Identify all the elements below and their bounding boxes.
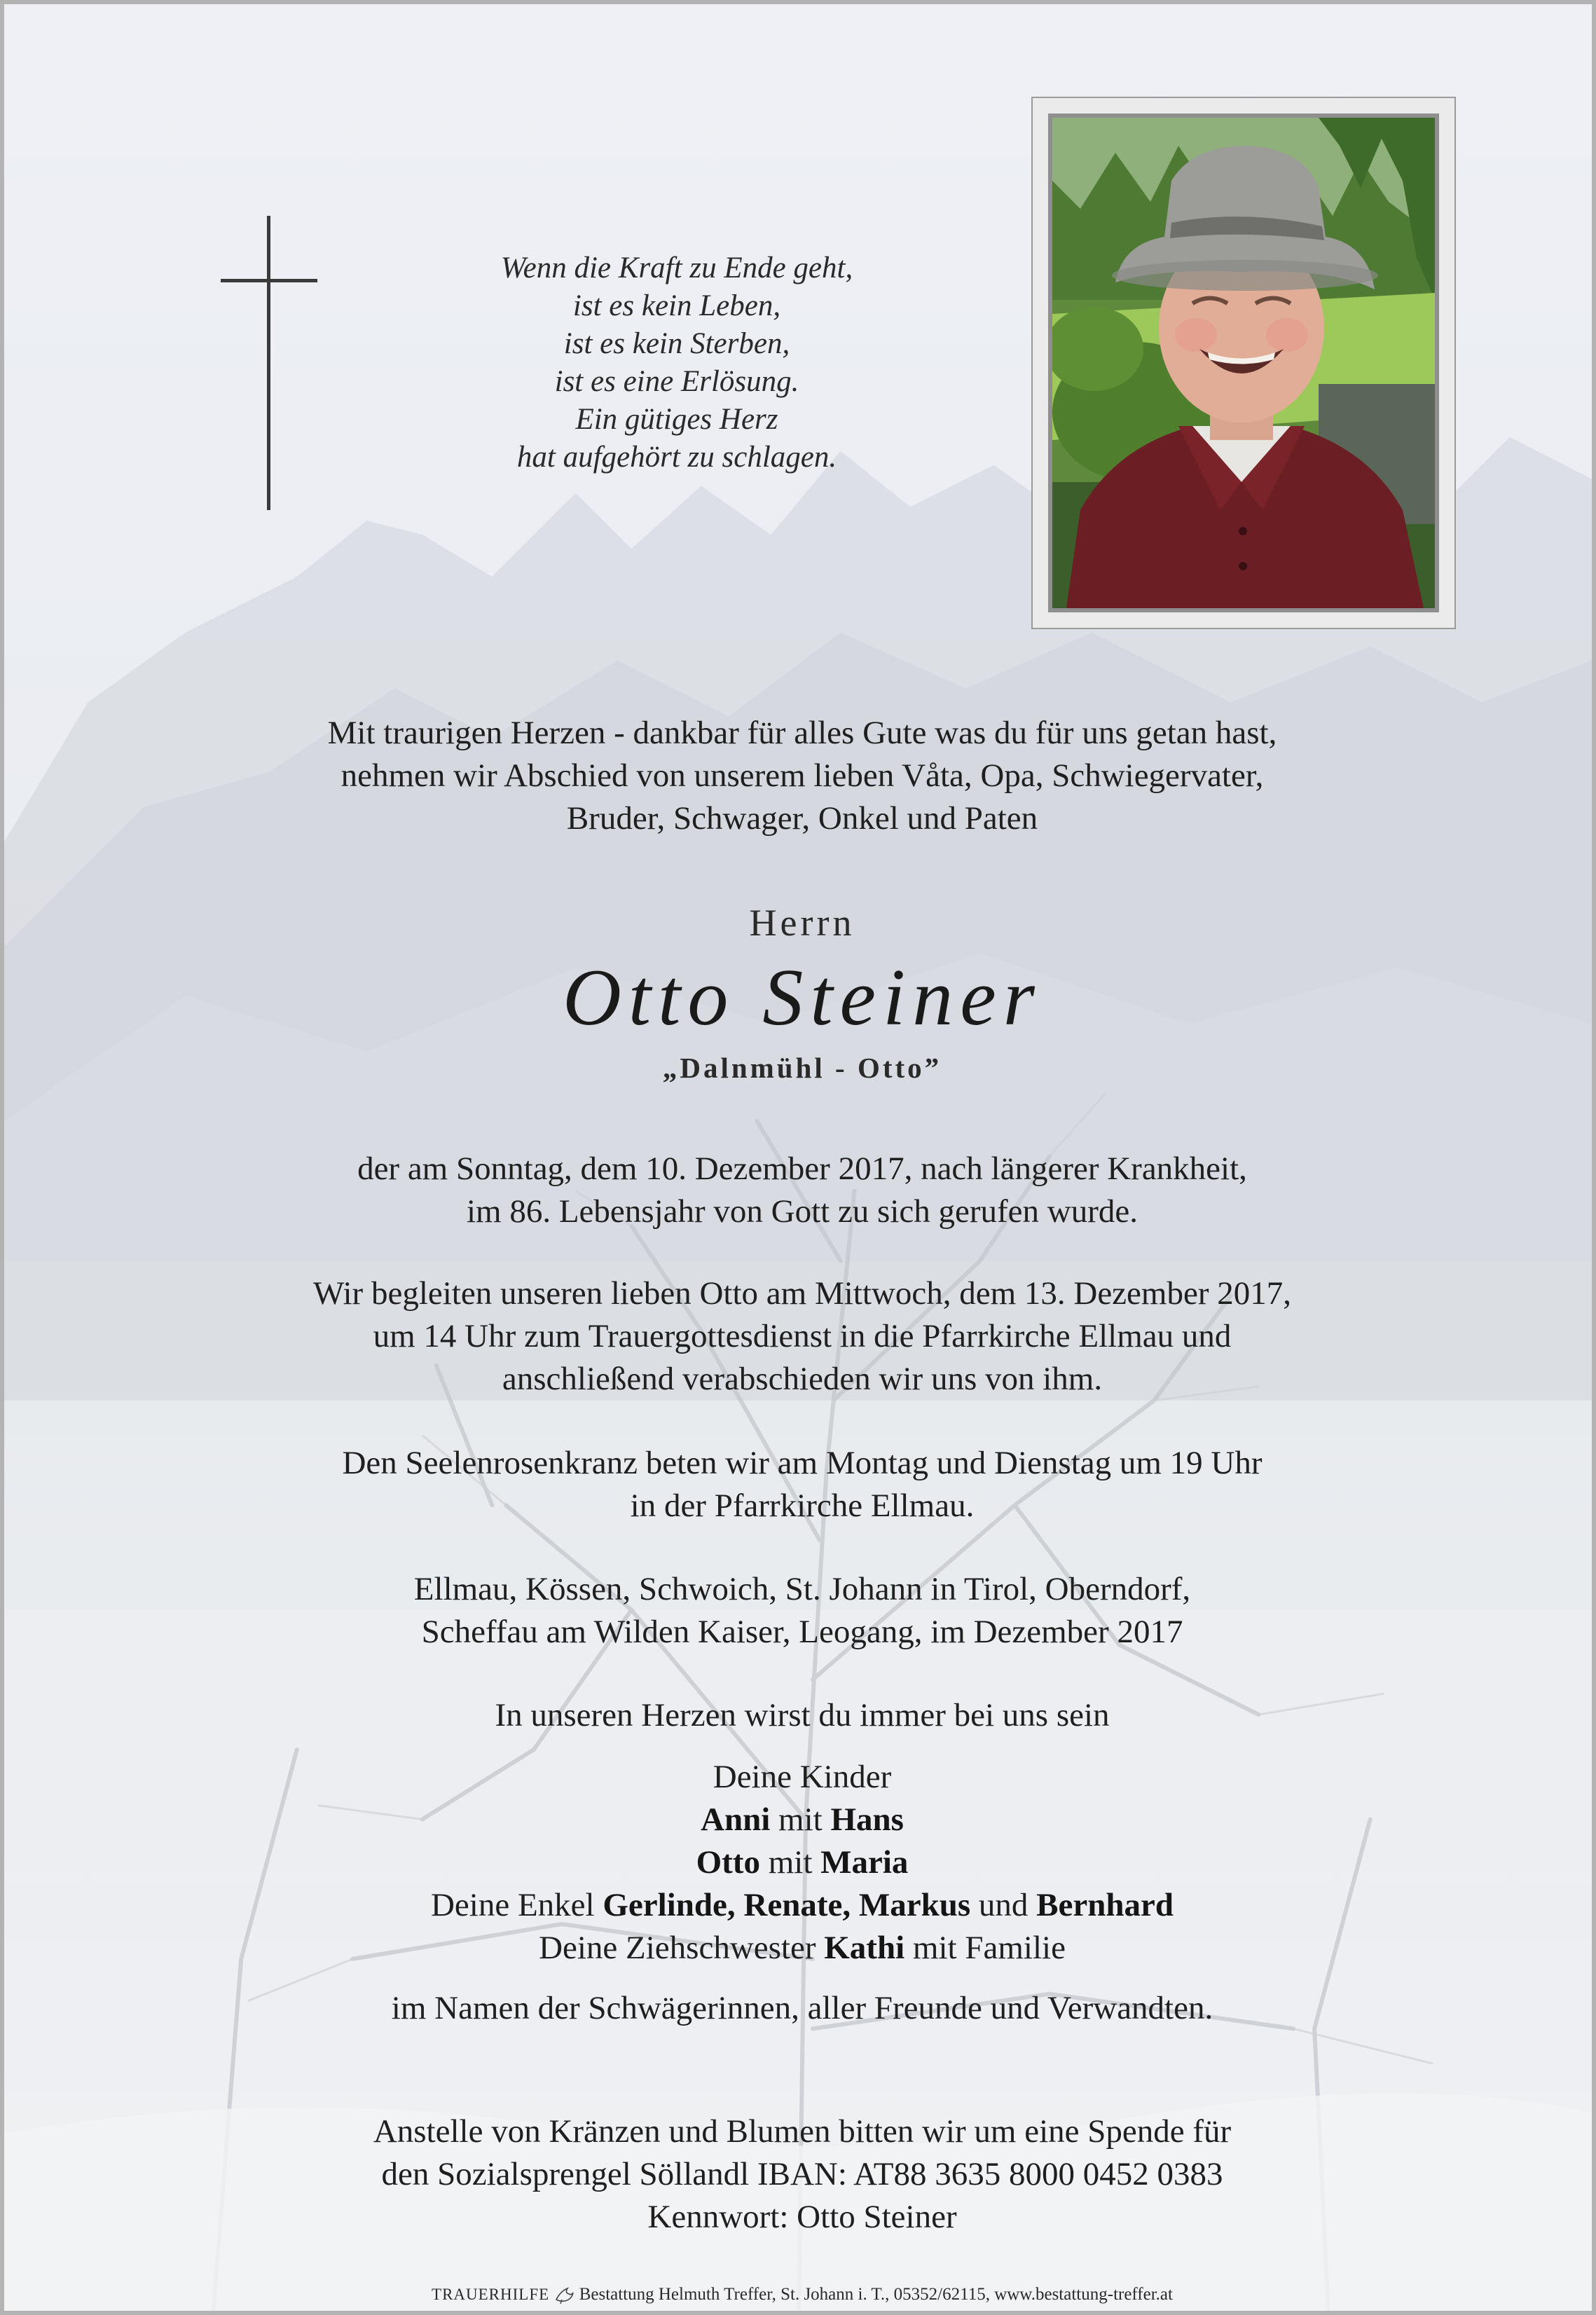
rosary-line: Den Seelenrosenkranz beten wir am Montag und Dienstag um 19 Uhr — [342, 1445, 1263, 1481]
donation-line: Anstelle von Kränzen und Blumen bitten wir um eine Spende für — [373, 2113, 1232, 2150]
poem-line: ist es kein Sterben, — [563, 327, 790, 360]
child-row — [4, 1799, 1596, 1841]
donation-line: Kennwort: Otto Steiner — [647, 2199, 957, 2235]
foster-name: Kathi — [824, 1930, 905, 1966]
places-line: Ellmau, Kössen, Schwoich, St. Johann in Tirol, Oberndorf, — [413, 1571, 1191, 1607]
places — [4, 1568, 1596, 1654]
grandchildren-row — [4, 1884, 1596, 1927]
grandchild-name: Markus — [851, 1887, 971, 1923]
intro-line: Bruder, Schwager, Onkel und Paten — [566, 800, 1038, 837]
salutation: Herrn — [749, 902, 855, 944]
intro-line: Mit traurigen Herzen - dankbar für alles Gute was du für uns getan hast, — [327, 715, 1277, 751]
grandchild-name: Bernhard — [1036, 1887, 1174, 1923]
death-notice — [4, 1148, 1596, 1233]
footer-text: Bestattung Helmuth Treffer, St. Johann i. T., 05352/62115, www.bestattung-treffer.at — [579, 2285, 1173, 2304]
deceased-name: Otto Steiner — [563, 953, 1042, 1043]
places-line: Scheffau am Wilden Kaiser, Leogang, im Dezember 2017 — [421, 1614, 1183, 1650]
connector: und — [970, 1887, 1037, 1923]
child-name: Anni — [701, 1801, 771, 1838]
poem — [397, 249, 957, 476]
children-label: Deine Kinder — [713, 1759, 892, 1795]
poem-line: ist es kein Leben, — [572, 289, 781, 322]
intro-line: nehmen wir Abschied von unserem lieben Våta, Opa, Schwiegervater, — [340, 757, 1264, 794]
poem-line: Wenn die Kraft zu Ende geht, — [500, 252, 853, 284]
portrait-frame — [1031, 97, 1456, 629]
poem-line: ist es eine Erlösung. — [554, 365, 799, 398]
grandchildren-label: Deine Enkel — [430, 1887, 603, 1923]
death-notice-line: im 86. Lebensjahr von Gott zu sich gerufen wurde. — [466, 1193, 1138, 1230]
funeral-line: Wir begleiten unseren lieben Otto am Mittwoch, dem 13. Dezember 2017, — [313, 1275, 1291, 1312]
child-name: Otto — [696, 1844, 760, 1881]
funeral-line: um 14 Uhr zum Trauergottesdienst in die Pfarrkirche Ellmau und — [373, 1318, 1232, 1354]
connector: mit — [770, 1801, 831, 1838]
nickname: „Dalnmühl - Otto” — [662, 1052, 942, 1084]
funeral-line: anschließend verabschieden wir uns von ihm. — [502, 1361, 1103, 1397]
grandchild-name: Renate, — [735, 1887, 851, 1923]
foster-suffix: mit Familie — [904, 1930, 1066, 1966]
poem-line: hat aufgehört zu schlagen. — [516, 441, 837, 474]
mourners — [4, 1756, 1596, 1970]
donation-info — [4, 2110, 1596, 2239]
funeral-info — [4, 1272, 1596, 1401]
connector: mit — [759, 1844, 821, 1881]
death-notice-line: der am Sonntag, dem 10. Dezember 2017, nach längerer Krankheit, — [357, 1150, 1247, 1187]
portrait-photo — [1048, 114, 1439, 612]
donation-line: den Sozialsprengel Söllandl IBAN: AT88 3635 8000 0452 0383 — [381, 2156, 1223, 2192]
intro-text — [4, 712, 1596, 840]
rosary-info — [4, 1442, 1596, 1527]
partner-name: Maria — [820, 1844, 909, 1881]
grandchild-name: Gerlinde, — [603, 1887, 736, 1923]
rosary-line: in der Pfarrkirche Ellmau. — [630, 1488, 975, 1524]
dove-icon — [553, 2284, 575, 2305]
foster-sister-row — [4, 1927, 1596, 1970]
partner-name: Hans — [830, 1801, 904, 1838]
child-row — [4, 1841, 1596, 1884]
hearts-line-text: In unseren Herzen wirst du immer bei uns sein — [495, 1697, 1110, 1733]
cross-icon — [221, 216, 317, 510]
on-behalf-text: im Namen der Schwägerinnen, aller Freunde und Verwandten. — [391, 1990, 1213, 2026]
hearts-line — [4, 1694, 1596, 1737]
funeral-home-footer — [4, 2284, 1596, 2305]
footer-brand: TRAUERHILFE — [432, 2286, 550, 2303]
poem-line: Ein gütiges Herz — [575, 403, 778, 436]
on-behalf — [4, 1987, 1596, 2030]
foster-label: Deine Ziehschwester — [539, 1930, 825, 1966]
